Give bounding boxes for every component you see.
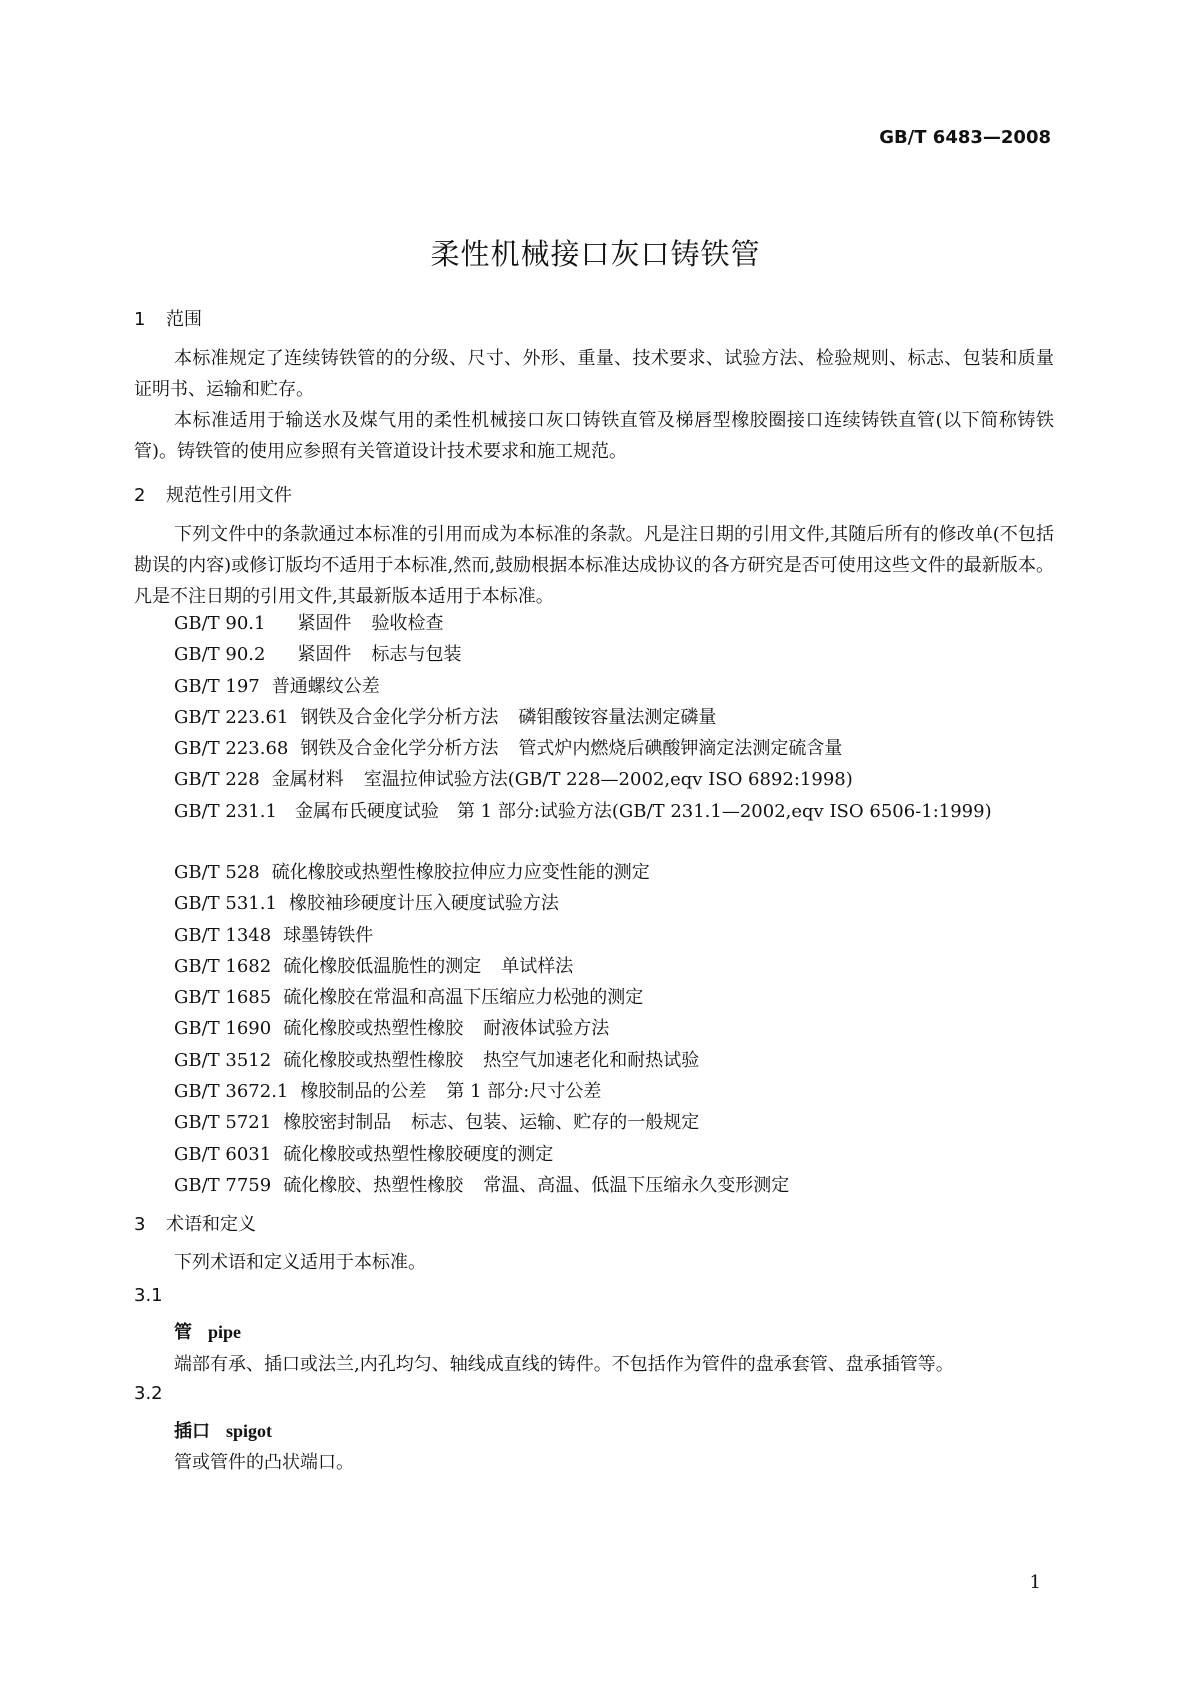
reference-title: 硫化橡胶、热塑性橡胶 <box>283 1174 464 1196</box>
section-title: 术语和定义 <box>166 1214 256 1235</box>
reference-subtitle: 室温拉伸试验方法(GB/T 228—2002,eqv ISO 6892:1998) <box>363 769 853 791</box>
reference-code: GB/T 528 <box>174 862 260 883</box>
reference-item <box>134 1045 1054 1076</box>
section-number: 3 <box>134 1214 146 1235</box>
reference-item <box>134 857 1054 888</box>
reference-code: GB/T 3512 <box>174 1049 272 1071</box>
reference-code: GB/T 223.68 <box>174 738 289 760</box>
reference-code: GB/T 231.1 <box>174 801 277 822</box>
reference-item <box>134 920 1054 951</box>
scope-paragraph-1: 本标准规定了连续铸铁管的的分级、尺寸、外形、重量、技术要求、试验方法、检验规则、标志、包装和质量证明书、运输和贮存。 <box>134 348 1054 400</box>
clause-number: 3.2 <box>134 1383 163 1404</box>
term-zh: 管 <box>174 1322 192 1343</box>
reference-code: GB/T 6031 <box>174 1143 272 1165</box>
term-en: pipe <box>208 1322 242 1342</box>
reference-title: 钢铁及合金化学分析方法 <box>300 738 499 760</box>
reference-title: 硫化橡胶或热塑性橡胶 <box>283 1018 464 1040</box>
reference-item <box>134 951 1054 982</box>
reference-item <box>134 1076 1054 1107</box>
reference-code: GB/T 1685 <box>174 987 272 1009</box>
reference-title: 硫化橡胶低温脆性的测定 <box>283 955 482 977</box>
reference-item-long <box>134 796 1054 827</box>
reference-code: GB/T 1348 <box>174 924 272 946</box>
scope-paragraph-2: 本标准适用于输送水及煤气用的柔性机械接口灰口铸铁直管及梯唇型橡胶圈接口连续铸铁直管(以下简称铸铁管)。铸铁管的使用应参照有关管道设计技术要求和施工规范。 <box>134 410 1054 462</box>
reference-code: GB/T 3672.1 <box>174 1081 289 1103</box>
reference-code: GB/T 228 <box>174 769 260 791</box>
section-heading-normative <box>134 481 292 507</box>
reference-subtitle: 标志与包装 <box>371 644 462 666</box>
reference-title: 硫化橡胶或热塑性橡胶 <box>283 1049 464 1071</box>
reference-subtitle: 验收检查 <box>371 613 444 634</box>
reference-item <box>134 639 1054 670</box>
term-en: spigot <box>226 1421 273 1441</box>
reference-item <box>134 888 1054 919</box>
reference-code: GB/T 197 <box>174 675 260 697</box>
page-number: 1 <box>1029 1572 1041 1593</box>
reference-item <box>134 764 1054 795</box>
reference-subtitle: 管式炉内燃烧后碘酸钾滴定法测定硫含量 <box>518 738 843 760</box>
reference-item <box>134 1139 1054 1170</box>
reference-title: 普通螺纹公差 <box>271 675 380 697</box>
reference-title: 钢铁及合金化学分析方法 <box>300 706 499 728</box>
term-heading <box>174 1318 241 1344</box>
reference-title: 硫化橡胶或热塑性橡胶拉伸应力应变性能的测定 <box>271 862 650 883</box>
reference-title: 橡胶制品的公差 <box>300 1081 427 1103</box>
term-zh: 插口 <box>174 1421 210 1442</box>
term-heading <box>174 1417 272 1443</box>
reference-title: 橡胶袖珍硬度计压入硬度试验方法 <box>288 893 559 915</box>
reference-list <box>134 608 1054 796</box>
section-heading-scope <box>134 305 202 331</box>
reference-code: GB/T 7759 <box>174 1174 272 1196</box>
reference-title: 紧固件 <box>297 613 352 634</box>
term-definition: 端部有承、插口或法兰,内孔均匀、轴线成直线的铸件。不包括作为管件的盘承套管、盘承插管等。 <box>174 1354 954 1375</box>
reference-title: 硫化橡胶或热塑性橡胶硬度的测定 <box>283 1143 554 1165</box>
term-definition: 管或管件的凸状端口。 <box>174 1452 354 1473</box>
reference-code: GB/T 90.1 <box>174 613 266 634</box>
reference-code: GB/T 223.61 <box>174 706 289 728</box>
reference-code: GB/T 1682 <box>174 955 272 977</box>
reference-code: GB/T 5721 <box>174 1112 272 1134</box>
reference-code: GB/T 90.2 <box>174 644 266 666</box>
reference-subtitle: 标志、包装、运输、贮存的一般规定 <box>411 1112 700 1134</box>
reference-title: 球墨铸铁件 <box>283 924 374 946</box>
reference-item <box>134 982 1054 1013</box>
reference-title: 紧固件 <box>297 644 352 666</box>
section-title: 规范性引用文件 <box>166 485 292 506</box>
section-title: 范围 <box>166 309 202 330</box>
normative-intro: 下列文件中的条款通过本标准的引用而成为本标准的条款。凡是注日期的引用文件,其随后所有的修改单(不包括勘误的内容)或修订版均不适用于本标准,然而,鼓励根据本标准达成协议的各方研究是否可使用这些文件的最新版本。凡是不注日期的引用文件,其最新版本适用于本标准。 <box>134 524 1054 607</box>
reference-item <box>134 608 1054 639</box>
reference-item <box>134 1107 1054 1138</box>
reference-subtitle: 单试样法 <box>501 955 574 977</box>
reference-subtitle: 耐液体试验方法 <box>483 1018 610 1040</box>
reference-title: 金属布氏硬度试验 第 1 部分:试验方法(GB/T 231.1—2002,eqv ISO 6506-1:1999) <box>294 801 992 822</box>
reference-subtitle: 热空气加速老化和耐热试验 <box>483 1049 700 1071</box>
document-title: 柔性机械接口灰口铸铁管 <box>430 237 761 271</box>
terms-intro: 下列术语和定义适用于本标准。 <box>174 1252 426 1273</box>
standard-number: GB/T 6483—2008 <box>879 127 1051 148</box>
section-number: 1 <box>134 309 146 330</box>
reference-title: 金属材料 <box>271 769 344 791</box>
reference-title: 橡胶密封制品 <box>283 1112 392 1134</box>
clause-number: 3.1 <box>134 1285 163 1306</box>
reference-item <box>134 671 1054 702</box>
reference-list-continued <box>134 857 1054 1201</box>
section-heading-terms <box>134 1210 256 1236</box>
reference-title: 硫化橡胶在常温和高温下压缩应力松弛的测定 <box>283 987 644 1009</box>
section-number: 2 <box>134 485 146 506</box>
reference-code: GB/T 531.1 <box>174 893 277 915</box>
reference-item <box>134 1013 1054 1044</box>
reference-item <box>134 1170 1054 1201</box>
reference-subtitle: 磷钼酸铵容量法测定磷量 <box>518 706 717 728</box>
reference-item <box>134 733 1054 764</box>
reference-code: GB/T 1690 <box>174 1018 272 1040</box>
reference-subtitle: 第 1 部分:尺寸公差 <box>446 1081 602 1103</box>
reference-item <box>134 702 1054 733</box>
reference-subtitle: 常温、高温、低温下压缩永久变形测定 <box>483 1174 790 1196</box>
